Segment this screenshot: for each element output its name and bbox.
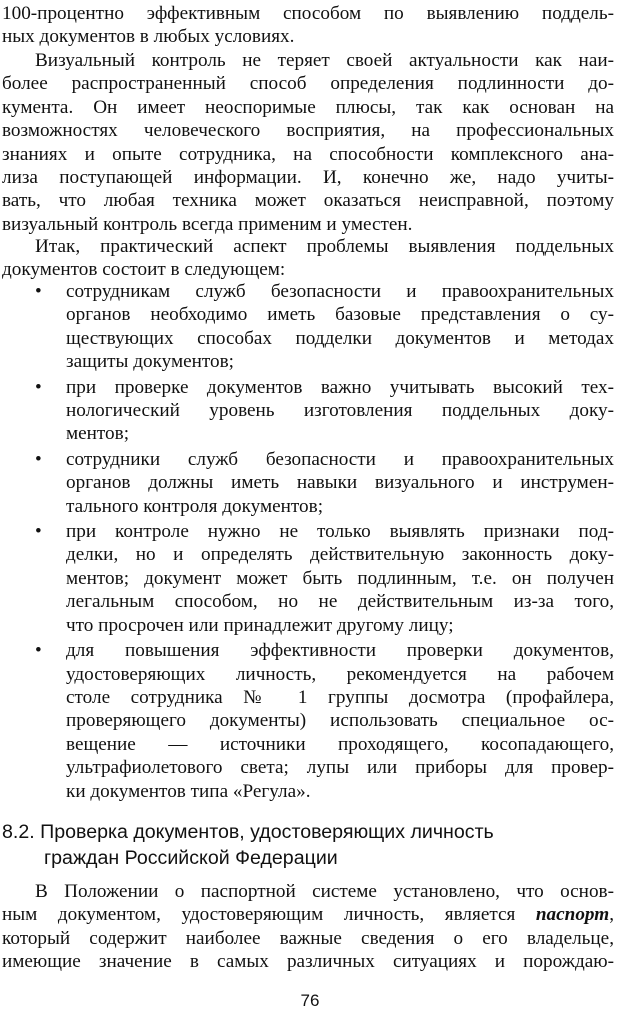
paragraph-passport: В Положении о паспортной системе установлено, что основ- ным документом, удостоверяющим личность, является паспорт, который содержит наиболее важные сведения о его владельце, имеющие значение в самых различных ситуациях и порождаю-	[2, 881, 614, 973]
paragraph-intro: Итак, практический аспект проблемы выявления поддельных документов состоит в следующем:	[2, 236, 614, 281]
list-item: • при контроле нужно не только выявлять признаки под- делки, но и определять действительную законность доку- ментов; документ может быть подлинным, т.е. он получен легальным способом, но не действительным из-за того, что просрочен или принадлежит другому лицу;	[35, 521, 614, 636]
bullet-marker: •	[35, 376, 42, 398]
paragraph-visual-control: Визуальный контроль не теряет своей актуальности как наи- более распространенный способ определения подлинности до- кумента. Он имеет неоспоримые плюсы, так как основан на возможностях человеческого восприятия, на профессиональных знаниях и опыте сотрудника, на способности комплексного ана- лиза поступающей информации. И, конечно же, надо учиты- вать, что любая техника может оказаться неисправной, поэтому визуальный контроль всегда применим и уместен.	[2, 50, 614, 235]
line-with-emphasis: ным документом, удостоверяющим личность, является паспорт,	[2, 904, 614, 926]
list-item: • сотрудники служб безопасности и правоохранительных органов должны иметь навыки визуального и инструмен- тального контроля документов;	[35, 448, 614, 517]
list-item: • сотрудникам служб безопасности и правоохранительных органов необходимо иметь базовые представления о су- ществующих способах подделки документов и методах защиты документов;	[35, 281, 614, 373]
list-item: • для повышения эффективности проверки документов, удостоверяющих личность, рекомендуется на рабочем столе сотрудника № 1 группы досмотра (профайлера, проверяющего документы) использовать специальное ос- вещение — источники проходящего, косопадающего, ультрафиолетового света; лупы или приборы для провер- ки документов типа «Регула».	[35, 640, 614, 802]
section-heading: 8.2. Проверка документов, удостоверяющих личность граждан Российской Федерации	[2, 821, 494, 869]
page-number: 76	[300, 991, 320, 1010]
bullet-marker: •	[35, 521, 42, 543]
list-item: • при проверке документов важно учитывать высокий тех- нологический уровень изготовления поддельных доку- ментов;	[35, 376, 614, 445]
emphasis-passport: паспорт	[535, 904, 610, 926]
bullet-marker: •	[35, 448, 42, 470]
paragraph-continuation: 100-процентно эффективным способом по выявлению поддель- ных документов в любых условиях.	[2, 3, 614, 48]
bullet-marker: •	[35, 640, 42, 662]
bullet-list	[2, 280, 614, 805]
bullet-marker: •	[35, 281, 42, 302]
